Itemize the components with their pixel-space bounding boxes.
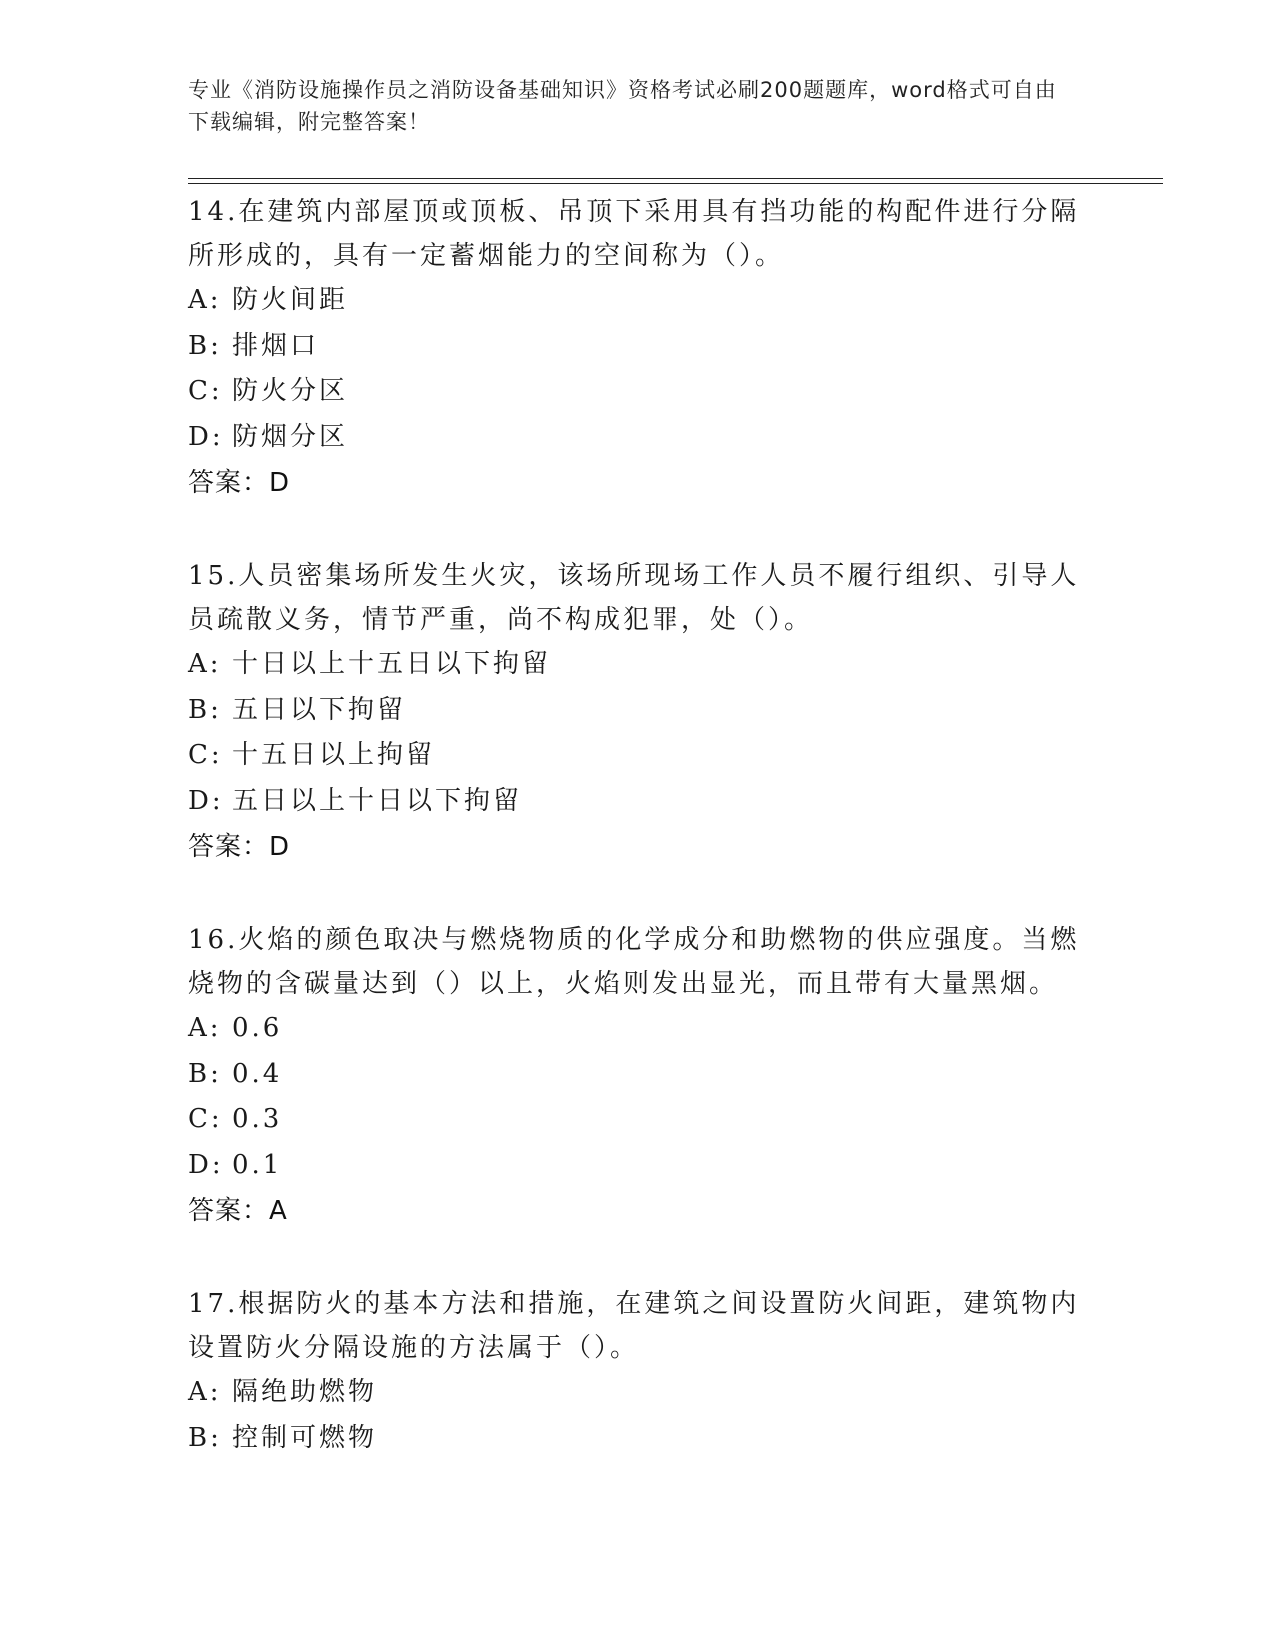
option-letter: C: xyxy=(188,1104,223,1134)
answer-value: A xyxy=(269,1196,288,1226)
option-letter: D: xyxy=(188,421,224,452)
option-text: 十日以上十五日以下拘留 xyxy=(232,649,552,679)
question-stem: 14.在建筑内部屋顶或顶板、吊顶下采用具有挡功能的构配件进行分隔所形成的，具有一定蓄烟能力的空间称为（）。 xyxy=(188,197,1080,271)
option-text: 0.6 xyxy=(232,1013,283,1043)
option-text: 0.1 xyxy=(232,1149,283,1180)
option-c xyxy=(188,369,1088,415)
option-letter: D: xyxy=(188,1149,224,1180)
option-letter: A: xyxy=(188,1013,222,1043)
answer-label: 答案： xyxy=(188,832,270,862)
option-text: 控制可燃物 xyxy=(232,1422,378,1453)
option-text: 五日以下拘留 xyxy=(232,694,407,725)
option-text: 防烟分区 xyxy=(232,421,349,452)
option-c xyxy=(188,1097,1088,1143)
option-text: 排烟口 xyxy=(232,330,320,361)
answer-value: D xyxy=(269,832,291,862)
answer-label: 答案： xyxy=(188,1196,270,1226)
option-text: 0.4 xyxy=(232,1058,283,1089)
option-text: 十五日以上拘留 xyxy=(232,740,436,770)
header-divider-top xyxy=(188,178,1163,179)
option-letter: D: xyxy=(188,785,224,816)
option-a xyxy=(188,1006,1088,1052)
option-text: 0.3 xyxy=(232,1104,283,1134)
option-b xyxy=(188,324,1088,370)
question-15 xyxy=(188,554,1088,870)
option-c xyxy=(188,733,1088,779)
option-d xyxy=(188,779,1088,825)
option-d xyxy=(188,415,1088,461)
option-d xyxy=(188,1143,1088,1189)
option-letter: A: xyxy=(188,649,222,679)
answer-label: 答案： xyxy=(188,468,270,498)
header-divider-bottom xyxy=(188,183,1163,184)
option-b xyxy=(188,688,1088,734)
option-text: 隔绝助燃物 xyxy=(232,1377,378,1407)
question-17 xyxy=(188,1282,1088,1461)
option-b xyxy=(188,1052,1088,1098)
option-a xyxy=(188,278,1088,324)
question-14 xyxy=(188,190,1088,506)
option-letter: C: xyxy=(188,740,223,770)
question-list xyxy=(188,190,1088,1509)
option-letter: B: xyxy=(188,330,222,361)
option-a xyxy=(188,642,1088,688)
question-stem: 15.人员密集场所发生火灾，该场所现场工作人员不履行组织、引导人员疏散义务，情节严重，尚不构成犯罪，处（）。 xyxy=(188,561,1080,635)
option-a xyxy=(188,1370,1088,1416)
option-letter: C: xyxy=(188,376,223,406)
option-text: 防火分区 xyxy=(232,376,349,406)
option-text: 五日以上十日以下拘留 xyxy=(232,785,523,816)
option-text: 防火间距 xyxy=(232,285,349,315)
answer-line xyxy=(188,460,1088,506)
option-letter: B: xyxy=(188,1058,222,1089)
answer-line xyxy=(188,1188,1088,1234)
answer-line xyxy=(188,824,1088,870)
document-header: 专业《消防设施操作员之消防设备基础知识》资格考试必刷200题题库，word格式可自由下载编辑，附完整答案！ xyxy=(188,78,1057,134)
option-letter: B: xyxy=(188,694,222,725)
question-stem: 17.根据防火的基本方法和措施，在建筑之间设置防火间距，建筑物内设置防火分隔设施的方法属于（）。 xyxy=(188,1289,1080,1363)
question-16 xyxy=(188,918,1088,1234)
option-letter: A: xyxy=(188,285,222,315)
option-b xyxy=(188,1416,1088,1462)
option-letter: A: xyxy=(188,1377,222,1407)
answer-value: D xyxy=(269,468,291,498)
option-letter: B: xyxy=(188,1422,222,1453)
question-stem: 16.火焰的颜色取决与燃烧物质的化学成分和助燃物的供应强度。当燃烧物的含碳量达到（）以上，火焰则发出显光，而且带有大量黑烟。 xyxy=(188,925,1080,999)
